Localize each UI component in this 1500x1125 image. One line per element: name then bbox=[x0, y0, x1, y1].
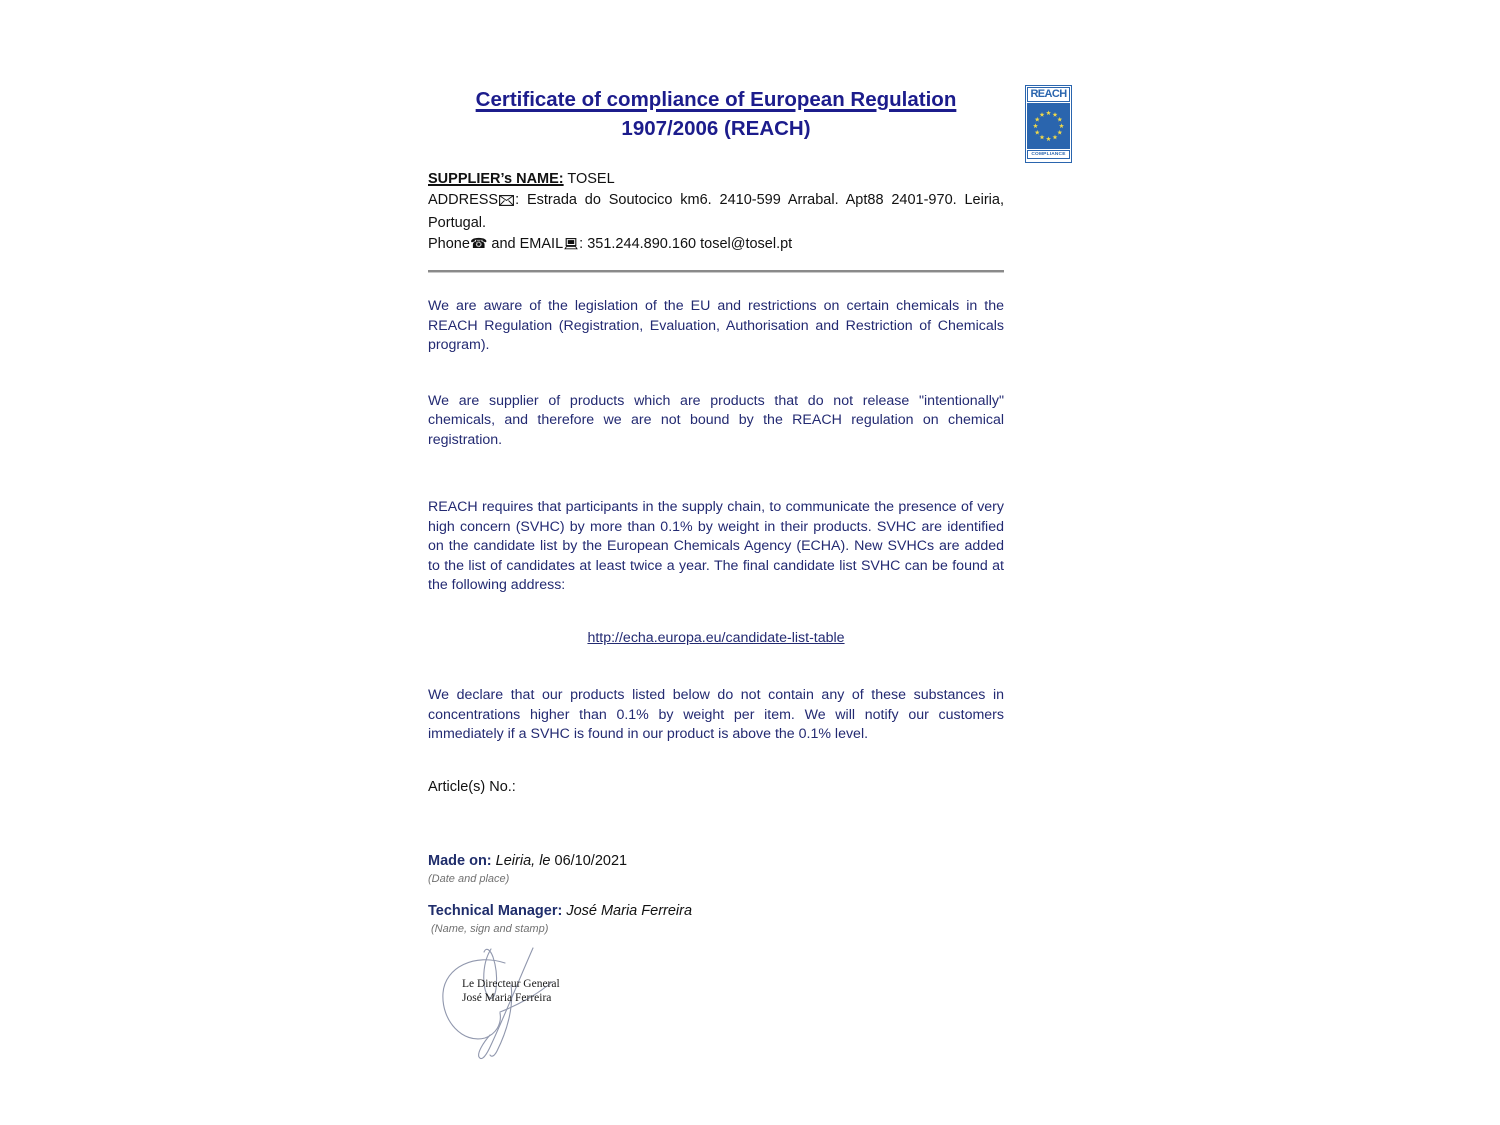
supplier-address-line bbox=[428, 190, 1004, 234]
date-place-note: (Date and place) bbox=[428, 873, 510, 885]
made-on-label: Made on: bbox=[428, 853, 492, 869]
paragraph-reach-requires: REACH requires that participants in the supply chain, to communicate the presence of very high concern (SVHC) by more than 0.1% by weight in their products. SVHC are identified on the candidate list by the European Chemicals Agency (ECHA). New SVHCs are added to the list of candidates at least twice a year. The final candidate list SVHC can be found at the following address: bbox=[428, 499, 1004, 593]
signature-scribble-icon bbox=[433, 945, 583, 1077]
address-value: : Estrada do Soutocico km6. 2410-599 Arrabal. Apt88 2401-970. Leiria, Portugal. bbox=[428, 192, 1004, 231]
paragraph-aware: We are aware of the legislation of the EU and restrictions on certain chemicals in the REACH Regulation (Registration, Evaluation, Authorisation and Restriction of Chemicals program). bbox=[428, 298, 1004, 353]
stamp-line-2: José Maria Ferreira bbox=[462, 992, 552, 1004]
computer-icon bbox=[564, 236, 578, 257]
horizontal-divider bbox=[428, 270, 1004, 273]
address-label: ADDRESS bbox=[428, 192, 499, 208]
technical-manager-label: Technical Manager: bbox=[428, 903, 563, 919]
candidate-list-link-line bbox=[428, 629, 1004, 649]
envelope-icon bbox=[499, 192, 514, 213]
reach-logo-title: REACH bbox=[1027, 87, 1070, 102]
reach-logo-caption: COMPLIANCE bbox=[1027, 150, 1070, 159]
email-label: and EMAIL bbox=[487, 236, 564, 252]
supplier-phone-line bbox=[428, 234, 1004, 257]
supplier-name-value: TOSEL bbox=[563, 171, 615, 187]
supplier-name-line bbox=[428, 169, 1004, 190]
made-on-date: 06/10/2021 bbox=[554, 853, 628, 869]
title-line-2: 1907/2006 (REACH) bbox=[621, 117, 811, 140]
document-body bbox=[428, 85, 1004, 936]
phone-email-value: : 351.244.890.160 tosel@tosel.pt bbox=[579, 236, 793, 252]
stamp-text bbox=[462, 977, 560, 1005]
signature-block bbox=[433, 945, 583, 1077]
eu-stars-icon bbox=[1027, 103, 1070, 149]
name-sign-stamp-note: (Name, sign and stamp) bbox=[431, 923, 549, 935]
page-title bbox=[428, 85, 1004, 143]
phone-icon: ☎ bbox=[469, 236, 488, 252]
technical-manager-line bbox=[428, 902, 1004, 921]
phone-label: Phone bbox=[428, 236, 470, 252]
paragraph-supplier-of-products: We are supplier of products which are products that do not release "intentionally" chemicals, and therefore we are not bound by the REACH regulation on chemical registration. bbox=[428, 392, 1004, 448]
title-line-1: Certificate of compliance of European Regulation bbox=[475, 88, 957, 111]
technical-manager-name: José Maria Ferreira bbox=[562, 903, 693, 919]
supplier-block bbox=[428, 169, 1004, 257]
made-on-place: Leiria, le bbox=[491, 853, 555, 869]
stamp-line-1: Le Directeur General bbox=[462, 978, 560, 990]
candidate-list-link[interactable]: http://echa.europa.eu/candidate-list-table bbox=[587, 629, 845, 646]
reach-compliance-logo bbox=[1025, 85, 1072, 163]
paragraph-declare: We declare that our products listed below do not contain any of these substances in concentrations higher than 0.1% by weight per item. We will notify our customers immediately if a SVHC is found in our product is above the 0.1% level. bbox=[428, 687, 1004, 742]
articles-no-label: Article(s) No.: bbox=[428, 778, 516, 795]
supplier-name-label: SUPPLIER’s NAME: bbox=[428, 171, 564, 187]
made-on-line bbox=[428, 852, 1004, 871]
